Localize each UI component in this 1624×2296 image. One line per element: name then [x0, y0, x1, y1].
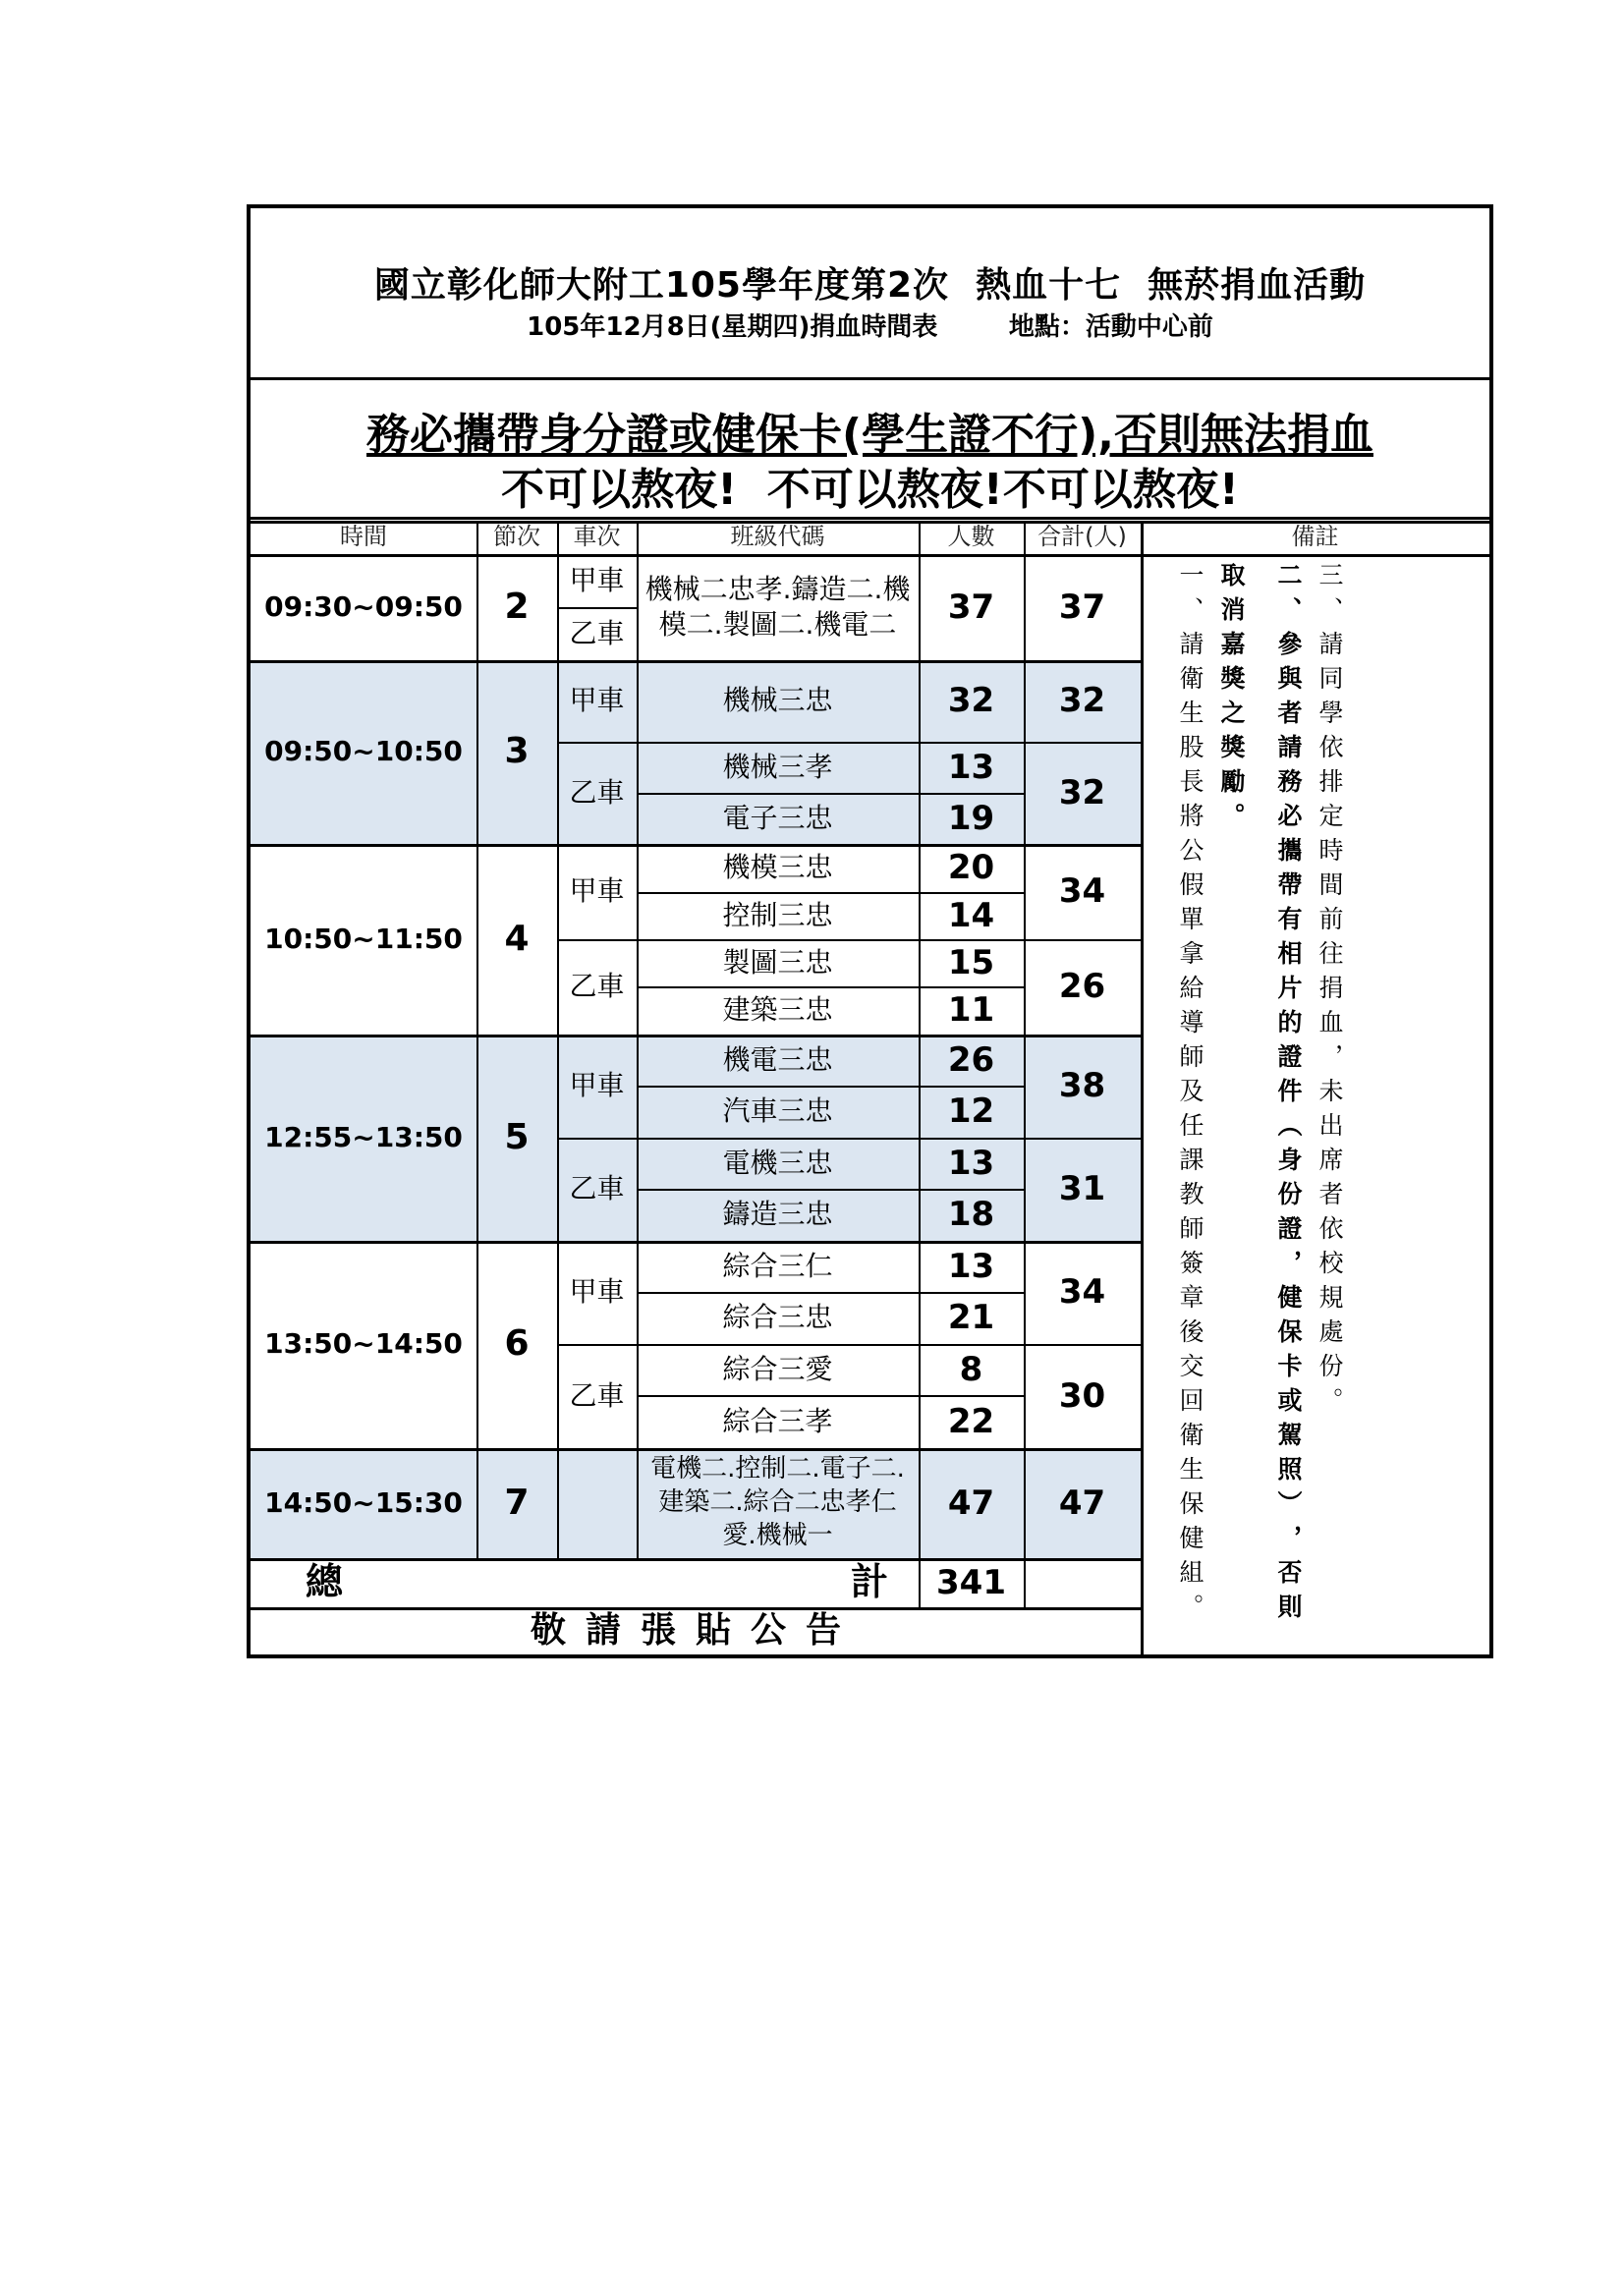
class-code: 機械三孝 — [722, 750, 833, 783]
time-slot: 13:50~14:50 — [264, 1327, 463, 1361]
class-code: 汽車三忠 — [722, 1094, 833, 1128]
table-rule — [637, 892, 1024, 894]
table-rule — [557, 1344, 1141, 1346]
head-count: 37 — [947, 587, 995, 627]
period-number: 3 — [504, 731, 530, 772]
head-count: 22 — [947, 1401, 995, 1441]
table-rule — [637, 793, 1024, 795]
column-header-car: 車次 — [573, 523, 621, 551]
class-code: 建築三忠 — [722, 993, 833, 1027]
table-rule — [1024, 521, 1026, 1607]
no-staying-up-notice: 不可以熬夜! 不可以熬夜!不可以熬夜! — [501, 465, 1239, 515]
head-count: 13 — [947, 1246, 995, 1286]
head-count: 11 — [947, 990, 995, 1031]
column-header-class-code: 班級代碼 — [730, 523, 825, 551]
table-rule — [637, 1395, 1024, 1397]
class-code: 機械二忠孝.鑄造二.機模二.製圖二.機電二 — [644, 572, 911, 641]
head-count: 21 — [947, 1298, 995, 1338]
period-number: 2 — [504, 586, 530, 627]
class-code: 綜合三仁 — [722, 1249, 833, 1282]
table-rule — [476, 521, 478, 1558]
head-count: 13 — [947, 747, 995, 787]
column-header-subtotal: 合計(人) — [1037, 523, 1127, 551]
class-code: 電子三忠 — [722, 801, 833, 834]
table-rule — [557, 521, 559, 1558]
table-rule — [251, 1448, 1141, 1451]
column-header-period: 節次 — [493, 523, 540, 551]
period-number: 4 — [504, 918, 530, 959]
car-label: 甲車 — [569, 684, 625, 717]
car-label: 甲車 — [569, 1069, 625, 1102]
total-label: 總 — [305, 1560, 343, 1604]
table-rule — [251, 1241, 1141, 1244]
time-slot: 14:50~15:30 — [264, 1485, 463, 1519]
car-subtotal: 38 — [1058, 1066, 1106, 1106]
car-label: 乙車 — [569, 616, 625, 649]
time-slot: 10:50~11:50 — [264, 922, 463, 955]
table-rule — [637, 1086, 1024, 1088]
schedule-sheet — [247, 204, 1493, 1658]
period-number: 7 — [504, 1482, 530, 1523]
remark-text: 三、請同學依排定時間前往捐血，未出席者依校規處份。 — [1316, 562, 1344, 1422]
head-count: 19 — [947, 798, 995, 838]
column-header-time: 時間 — [340, 523, 387, 551]
post-notice: 敬請張貼公告 — [530, 1609, 861, 1651]
class-code: 電機二.控制二.電子二.建築二.綜合二忠孝仁愛.機械一 — [650, 1454, 905, 1550]
period-number: 6 — [504, 1323, 530, 1365]
total-label: 計 — [850, 1560, 888, 1604]
remark-text: 取消嘉獎之獎勵。 — [1217, 562, 1246, 837]
column-header-count: 人數 — [947, 523, 995, 551]
table-rule — [637, 986, 1024, 988]
table-rule — [919, 521, 921, 1607]
table-rule — [637, 521, 639, 1558]
table-rule — [251, 660, 1141, 663]
class-code: 機械三忠 — [722, 684, 833, 717]
table-rule — [557, 939, 1141, 941]
head-count: 20 — [947, 848, 995, 888]
class-code: 綜合三愛 — [722, 1352, 833, 1385]
car-label: 乙車 — [569, 970, 625, 1003]
class-code: 電機三忠 — [722, 1146, 833, 1179]
car-label: 甲車 — [569, 874, 625, 908]
car-subtotal: 30 — [1058, 1375, 1106, 1416]
time-slot: 09:30~09:50 — [264, 589, 463, 623]
car-subtotal: 37 — [1058, 587, 1106, 627]
car-subtotal: 32 — [1058, 681, 1106, 721]
car-label: 乙車 — [569, 1172, 625, 1205]
table-rule — [251, 844, 1141, 847]
time-slot: 12:55~13:50 — [264, 1120, 463, 1153]
car-label: 乙車 — [569, 775, 625, 809]
car-subtotal: 31 — [1058, 1169, 1106, 1209]
table-rule — [251, 521, 1489, 524]
remark-text: 一、請衛生股長將公假單拿給導師及任課教師簽章後交回衛生保健組。 — [1176, 562, 1204, 1628]
car-subtotal: 32 — [1058, 772, 1106, 812]
head-count: 13 — [947, 1143, 995, 1183]
remarks-column — [1141, 554, 1489, 1654]
car-label: 乙車 — [569, 1378, 625, 1412]
time-slot: 09:50~10:50 — [264, 735, 463, 768]
page-subtitle: 105年12月8日(星期四)捐血時間表 地點：活動中心前 — [527, 312, 1213, 342]
head-count: 26 — [947, 1039, 995, 1080]
id-requirement-notice: 務必攜帶身分證或健保卡(學生證不行),否則無法捐血 — [366, 410, 1373, 460]
period-number: 5 — [504, 1116, 530, 1157]
head-count: 15 — [947, 942, 995, 982]
class-code: 機模三忠 — [722, 851, 833, 884]
class-code: 鑄造三忠 — [722, 1198, 833, 1231]
class-code: 綜合三孝 — [722, 1404, 833, 1437]
class-code: 控制三忠 — [722, 898, 833, 931]
table-rule — [557, 607, 637, 609]
total-count: 341 — [936, 1562, 1006, 1602]
class-code: 製圖三忠 — [722, 945, 833, 979]
car-subtotal: 34 — [1058, 871, 1106, 912]
car-subtotal: 26 — [1058, 967, 1106, 1007]
table-rule — [637, 1292, 1024, 1294]
table-rule — [251, 1035, 1141, 1037]
table-rule — [557, 742, 1141, 744]
head-count: 12 — [947, 1092, 995, 1132]
head-count: 14 — [947, 895, 995, 935]
car-label: 甲車 — [569, 1275, 625, 1309]
car-subtotal: 47 — [1058, 1483, 1106, 1523]
car-label: 甲車 — [569, 563, 625, 596]
head-count: 8 — [959, 1349, 983, 1389]
page-title: 國立彰化師大附工105學年度第2次 熱血十七 無菸捐血活動 — [373, 265, 1367, 306]
remark-text: 二、參與者請務必攜帶有相片的證件︵身份證，健保卡或駕照︶，否則 — [1274, 562, 1303, 1628]
column-header-remarks: 備註 — [1291, 523, 1339, 551]
car-subtotal: 34 — [1058, 1272, 1106, 1313]
class-code: 綜合三忠 — [722, 1301, 833, 1334]
head-count: 47 — [947, 1483, 995, 1523]
table-rule — [557, 1138, 1141, 1140]
head-count: 32 — [947, 681, 995, 721]
class-code: 機電三忠 — [722, 1042, 833, 1076]
table-rule — [637, 1189, 1024, 1191]
head-count: 18 — [947, 1195, 995, 1235]
